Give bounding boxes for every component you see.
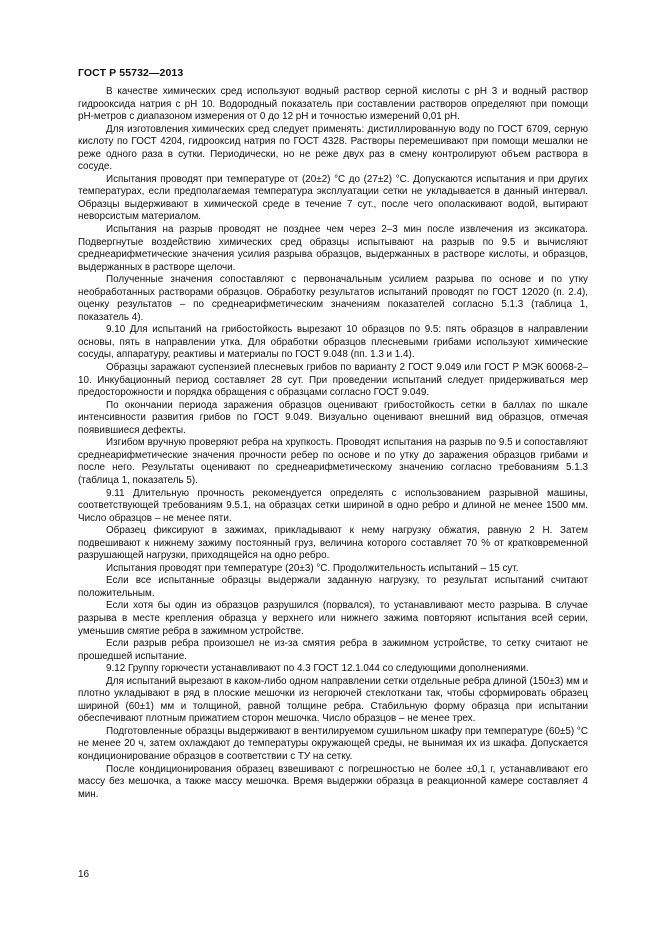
- paragraph-9-10: 9.10 Для испытаний на грибостойкость вырезают 10 образцов по 9.5: пять образцов в направлении основы, пять в направлении утка. Для обработки образцов плесневыми грибами используют химические сосуды, аппаратуру, реактивы и материалы по ГОСТ 9.048 (пп. 1.3 и 1.4).: [78, 324, 588, 361]
- paragraph-specimen-prep: Для испытаний вырезают в каком-либо одном направлении сетки отдельные ребра длиной (150±3) мм и плотно укладывают в ряд в плоские мешочки из негорючей стеклоткани так, чтобы сформировать образец шириной (60±1) мм и толщиной, равной толщине ребра. Стабильную форму образца при испытании обеспечивают плотным прижатием сторон мешочка. Число образцов – не менее трех.: [78, 675, 588, 725]
- paragraph-conditioning: Подготовленные образцы выдерживают в вентилируемом сушильном шкафу при температуре (60±5) °С не менее 20 ч, затем охлаждают до температуры окружающей среды, не вынимая их из шкафа. Допускается кондиционирование образцов в соответствии с ТУ на сетку.: [78, 725, 588, 762]
- paragraph-test-temperature: Испытания проводят при температуре от (20±2) °С до (27±2) °С. Допускаются испытания и при других температурах, если предполагаемая температура эксплуатации сетки не укладывается в данный интервал. Образцы выдерживают в химической среде в течение 7 сут., после чего ополаскивают водой, вытирают неворсистым материалом.: [78, 173, 588, 223]
- paragraph-chemical-media: В качестве химических сред используют водный раствор серной кислоты с pH 3 и водный раствор гидрооксида натрия с pH 10. Водородный показатель при составлении растворов определяют при помощи pH-метров с диапазоном измерения от 0 до 12 pH и точностью измерений 0,01 pH.: [78, 86, 588, 123]
- paragraph-9-11: 9.11 Длительную прочность рекомендуется определять с использованием разрывной машины, соответствующей требованиям 9.5.1, на образцах сетки шириной в одно ребро и длиной не менее 1500 мм. Число образцов – не менее пяти.: [78, 487, 588, 524]
- paragraph-fungi-infection: Образцы заражают суспензией плесневых грибов по варианту 2 ГОСТ 9.049 или ГОСТ Р МЭК 60068-2–10. Инкубационный период составляет 28 сут. При проведении испытаний следует придерживаться мер предосторожности и порядка обращения с образцами согласно ГОСТ 9.049.: [78, 362, 588, 399]
- page-header: ГОСТ Р 55732—2013: [78, 67, 184, 79]
- document-body: [78, 86, 588, 801]
- paragraph-duration: Испытания проводят при температуре (20±3) °С. Продолжительность испытаний – 15 сут.: [106, 562, 519, 574]
- paragraph-tensile-test: Испытания на разрыв проводят не позднее чем через 2–3 мин после извлечения из эксикатора. Подвергнутые воздействию химических сред образцы испытывают на разрыв по 9.5 и вычисляют среднеарифметические значения усилия разрыва образцов, выдержанных в растворе кислоты, и образцов, выдержанных в растворе щелочи.: [78, 224, 588, 273]
- paragraph-positive-result: Если все испытанные образцы выдержали заданную нагрузку, то результат испытаний считают положительным.: [78, 575, 588, 599]
- paragraph-weighing: После кондиционирования образец взвешивают с погрешностью не более ±0,1 г, устанавливают его массу без мешочка, а также массу мешочка. Время выдержки образца в реакционной камере составляет 4 мин.: [78, 763, 588, 800]
- paragraph-fungi-evaluation: По окончании периода заражения образцов оценивают грибостойкость сетки в баллах по шкале интенсивности развития грибов по ГОСТ 9.049. Визуально оценивают внешний вид образцов, отмечая появившиеся дефекты.: [78, 399, 588, 436]
- paragraph-clamping: Образец фиксируют в зажимах, прикладывают к нему нагрузку обжатия, равную 2 Н. Затем подвешивают к нижнему зажиму постоянный груз, величина которого составляет 70 % от кратковременной разрушающей нагрузки, приходящейся на одно ребро.: [78, 525, 588, 562]
- paragraph-failed: Если разрыв ребра произошел не из-за смятия ребра в зажимном устройстве, то сетку считают не прошедшей испытание.: [78, 638, 588, 662]
- paragraph-9-12: 9.12 Группу горючести устанавливают по 4.3 ГОСТ 12.1.044 со следующими дополнениями.: [106, 663, 529, 675]
- paragraph-reagents: Для изготовления химических сред следует применять: дистиллированную воду по ГОСТ 6709, серную кислоту по ГОСТ 4204, гидрооксид натрия по ГОСТ 4328. Растворы перемешивают при помощи мешалки не реже одного раза в сутки. Периодически, но не реже двух раз в смену контролируют объем раствора в сосуде.: [78, 123, 588, 173]
- paragraph-comparison: Полученные значения сопоставляют с первоначальным усилием разрыва по основе и по утку необработанных растворами образцов. Обработку результатов испытаний проводят по ГОСТ 12020 (п. 2.4), оценку результатов – по среднеарифметическим значениям показателей согласно 5.1.3 (таблица 1, показатель 4).: [78, 274, 588, 323]
- page-number: 16: [78, 869, 90, 880]
- paragraph-rupture: Если хотя бы один из образцов разрушился (порвался), то устанавливают место разрыва. В случае разрыва в месте крепления образца у верхнего или нижнего зажима повторяют испытания всей серии, уменьшив смятие ребра в зажимном устройстве.: [78, 600, 588, 637]
- paragraph-brittleness: Изгибом вручную проверяют ребра на хрупкость. Проводят испытания на разрыв по 9.5 и сопоставляют среднеарифметические значения прочности ребер по основе и по утку до заражения образцов грибами и после него. Результаты оценивают по среднеарифметическому значению согласно требованиям 5.1.3 (таблица 1, показатель 5).: [78, 437, 588, 486]
